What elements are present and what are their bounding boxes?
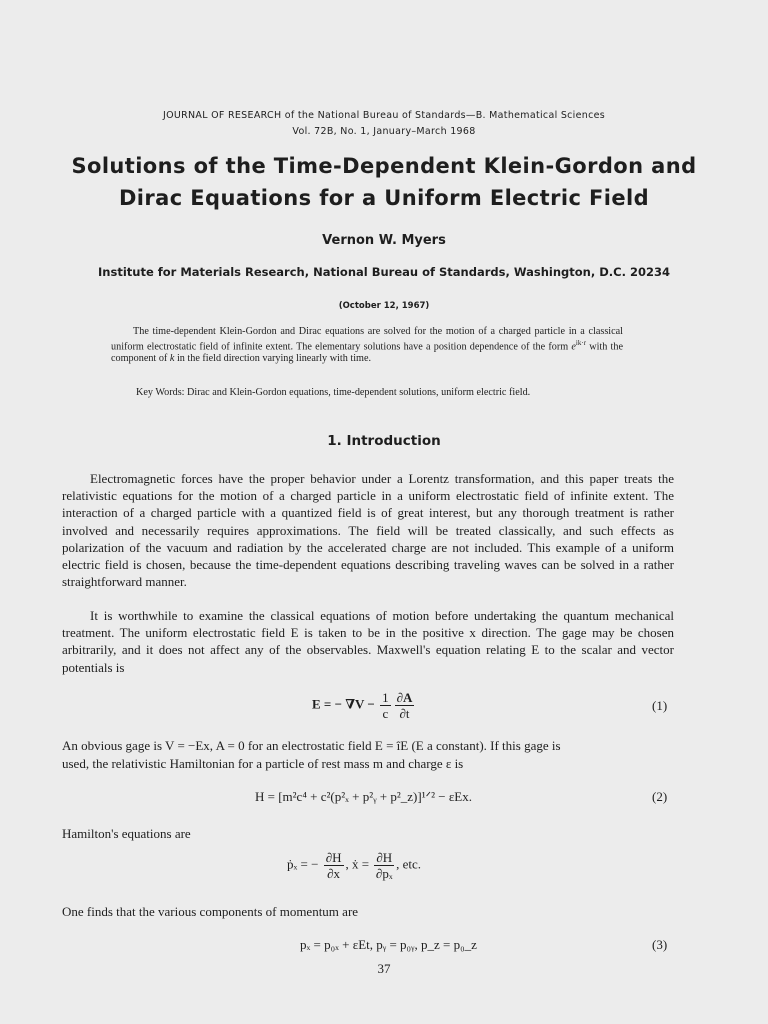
abstract	[111, 326, 623, 364]
abstract-exp-base: e	[571, 340, 576, 352]
author-name: Vernon W. Myers	[322, 233, 446, 248]
hamilton-line: Hamilton's equations are	[62, 826, 191, 841]
eq3-frac-2: $\frac{\partial H}{\text{∂pₓ}}$	[375, 850, 393, 881]
equation-2: H = [m²c⁴ + c²(p²ₓ + p²ᵧ + p²_z)]¹ᐟ² − εEx.	[255, 789, 472, 804]
title-line-1: Solutions of the Time-Dependent Klein-Gordon and	[71, 154, 697, 178]
equation-3: pₓ = p₀ₓ + εEt, pᵧ = p₀ᵧ, p_z = p₀_z	[300, 937, 477, 952]
paper-title	[0, 150, 768, 214]
paragraph-2	[62, 607, 674, 676]
gage-line-1: An obvious gage is V = −Ex, A = 0 for an electrostatic field E = îE (E a constant). If this gage is	[62, 738, 561, 753]
journal-line-1: JOURNAL OF RESEARCH of the National Bureau of Standards—B. Mathematical Sciences	[162, 110, 606, 121]
eq1-frac-2: $\frac{\partial A}{\partial t}$	[396, 690, 413, 721]
journal-line-2: Vol. 72B, No. 1, January–March 1968	[292, 126, 476, 137]
abstract-exp-sup: ik·r	[575, 338, 587, 347]
equation-1	[312, 690, 416, 721]
eq2-number: (2)	[652, 789, 668, 804]
institution: Institute for Materials Research, National Bureau of Standards, Washington, D.C. 20234	[98, 265, 670, 279]
received-date: (October 12, 1967)	[338, 301, 430, 311]
eq3-mid: , ẋ =	[345, 856, 370, 872]
abstract-text-1: The time-dependent Klein-Gordon and Dirac equations are solved for the motion of a charged particle in a classical uniform electrostatic field of infinite extent. The elementary solutions have a position dependence of the form	[111, 326, 623, 352]
eq3-lhs: ṗₓ = −	[287, 856, 319, 872]
abstract-k: k	[169, 352, 175, 364]
page-number: 37	[377, 961, 391, 976]
keywords: Key Words: Dirac and Klein-Gordon equations, time-dependent solutions, uniform electric field.	[136, 387, 531, 398]
eq1-lhs: E = − ∇V −	[312, 696, 375, 712]
eq3-number: (3)	[652, 937, 668, 952]
paragraph-2-text: It is worthwhile to examine the classical equations of motion before undertaking the quantum mechanical treatment. The uniform electrostatic field E is taken to be in the positive x direction. The gage may be chosen arbitrarily, and it does not affect any of the observables. Maxwell's equation relating E to the scalar and vector potentials is	[62, 608, 674, 675]
eq1-number: (1)	[652, 698, 668, 713]
abstract-text-2: with the component of	[111, 340, 623, 364]
eq3-frac-1: $\frac{\partial H}{\partial x}$	[325, 850, 342, 881]
gage-line-2: used, the relativistic Hamiltonian for a particle of rest mass m and charge ε is	[62, 756, 464, 771]
paragraph-1-text: Electromagnetic forces have the proper behavior under a Lorentz transformation, and this paper treats the relativistic equations for the motion of a charged particle in a uniform electrostatic field of infinite extent. The interaction of a charged particle with a quantized field is of great interest, but any thorough treatment is rather involved and necessarily requires approximations. The field will be treated classically, and such effects as polarization of the vacuum and radiation by the accelerated charge are not included. This example of a uniform electric field is chosen, because the time-dependent equations describing traveling waves can be solved in a rather straightforward manner.	[62, 471, 674, 590]
journal-header	[0, 108, 768, 140]
hamilton-equations	[287, 850, 421, 881]
paragraph-1	[62, 470, 674, 590]
momentum-line: One finds that the various components of momentum are	[62, 904, 359, 919]
eq1-frac-1: $\frac{1}{c}$	[382, 690, 389, 721]
eq3-tail: , etc.	[396, 856, 422, 872]
section-heading: 1. Introduction	[327, 433, 441, 449]
title-line-2: Dirac Equations for a Uniform Electric Field	[118, 186, 650, 210]
abstract-text-3: in the field direction varying linearly with time.	[174, 352, 372, 364]
